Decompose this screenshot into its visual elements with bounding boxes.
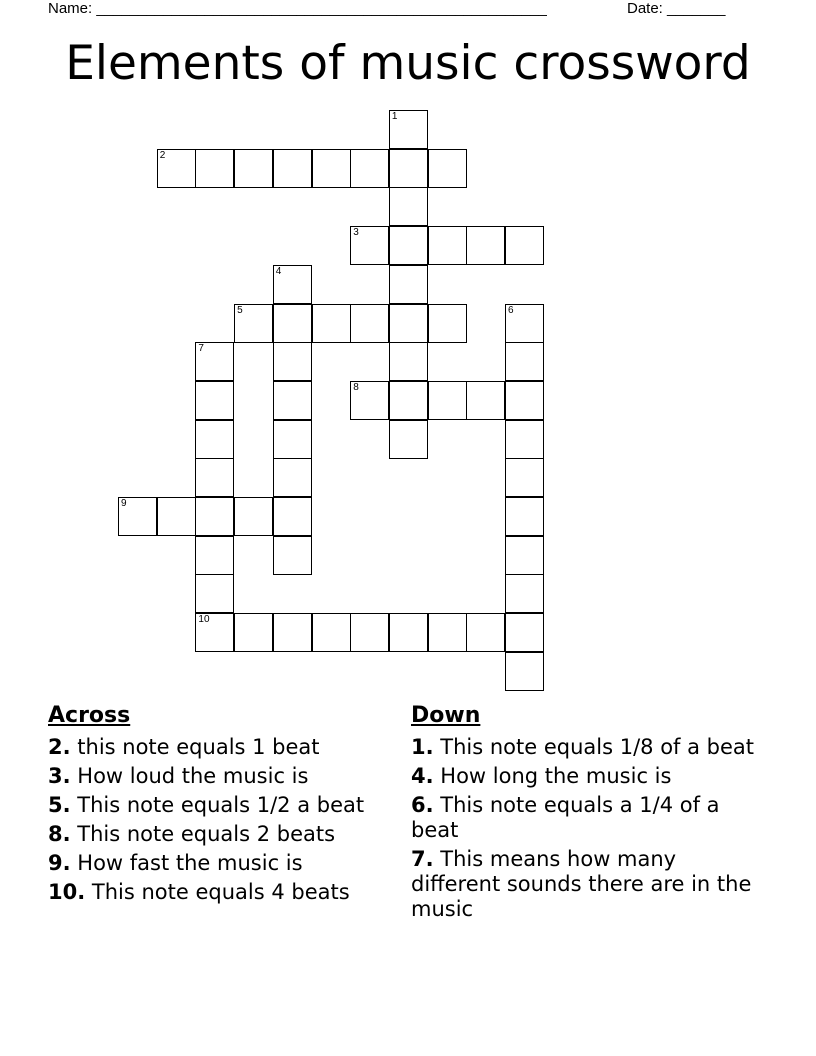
page-title: Elements of music crossword	[65, 36, 751, 91]
crossword-cell[interactable]	[466, 381, 505, 420]
date-line: Date: _______	[627, 0, 726, 17]
crossword-cell[interactable]	[505, 458, 544, 497]
clue-text: This note equals 4 beats	[91, 880, 350, 904]
crossword-cell[interactable]	[195, 420, 234, 459]
crossword-cell[interactable]	[350, 149, 389, 188]
crossword-cell[interactable]	[389, 304, 428, 343]
down-clues	[411, 702, 771, 926]
crossword-cell[interactable]	[312, 613, 351, 652]
crossword-cell[interactable]	[428, 304, 467, 343]
across-clue	[48, 851, 393, 876]
crossword-cell[interactable]	[389, 149, 428, 188]
down-clue	[411, 735, 771, 760]
clue-text: This note equals 1/8 of a beat	[440, 735, 755, 759]
clue-number-label: 10	[198, 614, 210, 626]
crossword-cell[interactable]	[505, 652, 544, 691]
across-clue	[48, 764, 393, 789]
crossword-cell[interactable]	[389, 342, 428, 381]
crossword-cell[interactable]	[312, 304, 351, 343]
crossword-cell[interactable]	[389, 420, 428, 459]
clue-number-label: 3	[353, 227, 359, 239]
crossword-cell[interactable]	[273, 342, 312, 381]
crossword-cell[interactable]	[312, 149, 351, 188]
crossword-cell[interactable]	[466, 226, 505, 265]
crossword-cell[interactable]	[428, 149, 467, 188]
crossword-cell[interactable]	[505, 497, 544, 536]
clue-number-label: 1	[391, 111, 398, 122]
crossword-cell[interactable]	[505, 536, 544, 575]
crossword-cell[interactable]	[195, 536, 234, 575]
crossword-cell[interactable]	[389, 265, 428, 304]
crossword-cell[interactable]	[389, 226, 428, 265]
crossword-cell[interactable]	[273, 149, 312, 188]
clue-text: This note equals 2 beats	[77, 822, 336, 846]
clue-number-label: 8	[353, 381, 359, 393]
across-clue	[48, 822, 393, 847]
down-clue	[411, 793, 771, 843]
crossword-cell[interactable]	[428, 381, 467, 420]
crossword-cell[interactable]	[234, 613, 273, 652]
crossword-cell[interactable]	[273, 536, 312, 575]
crossword-cell[interactable]	[505, 342, 544, 381]
clue-number: 10.	[48, 880, 86, 904]
clue-number: 7.	[411, 847, 434, 871]
crossword-cell[interactable]	[195, 342, 234, 381]
crossword-cell[interactable]	[234, 149, 273, 188]
clue-text: This note equals 1/2 a beat	[77, 793, 365, 817]
clue-text: this note equals 1 beat	[77, 735, 320, 759]
clue-number-label: 2	[159, 149, 166, 161]
crossword-cell[interactable]	[273, 304, 312, 343]
clue-number: 2.	[48, 735, 71, 759]
crossword-cell[interactable]	[273, 265, 312, 304]
crossword-cell[interactable]	[195, 497, 234, 536]
crossword-cell[interactable]	[157, 149, 196, 188]
clue-number-label: 6	[508, 304, 514, 316]
crossword-cell[interactable]	[389, 613, 428, 652]
crossword-cell[interactable]	[118, 497, 157, 536]
down-clue	[411, 847, 771, 922]
across-heading: Across	[48, 703, 131, 728]
crossword-cell[interactable]	[195, 149, 234, 188]
crossword-cell[interactable]	[273, 613, 312, 652]
crossword-cell[interactable]	[350, 304, 389, 343]
crossword-cell[interactable]	[234, 497, 273, 536]
clue-number: 9.	[48, 851, 71, 875]
clue-number: 8.	[48, 822, 71, 846]
crossword-cell[interactable]	[389, 381, 428, 420]
crossword-cell[interactable]	[350, 226, 389, 265]
crossword-cell[interactable]	[234, 304, 273, 343]
crossword-cell[interactable]	[466, 613, 505, 652]
clue-text: How fast the music is	[77, 851, 303, 875]
clue-number-label: 4	[275, 265, 282, 277]
clue-number: 5.	[48, 793, 71, 817]
crossword-cell[interactable]	[505, 381, 544, 420]
crossword-cell[interactable]	[195, 381, 234, 420]
crossword-cell[interactable]	[273, 458, 312, 497]
across-clue	[48, 735, 393, 760]
crossword-cell[interactable]	[350, 381, 389, 420]
clue-number-label: 7	[198, 343, 204, 355]
crossword-cell[interactable]	[195, 458, 234, 497]
crossword-cell[interactable]	[428, 613, 467, 652]
clue-text: How loud the music is	[77, 764, 309, 788]
crossword-cell[interactable]	[273, 420, 312, 459]
clue-number: 3.	[48, 764, 71, 788]
name-line: Name: ______________________________________________________	[48, 0, 547, 17]
clue-text: This means how many different sounds there are in the music	[411, 847, 752, 921]
crossword-cell[interactable]	[195, 613, 234, 652]
crossword-cell[interactable]	[157, 497, 196, 536]
clue-number: 4.	[411, 764, 434, 788]
crossword-cell[interactable]	[273, 497, 312, 536]
crossword-cell[interactable]	[505, 226, 544, 265]
crossword-cell[interactable]	[389, 187, 428, 226]
crossword-cell[interactable]	[505, 420, 544, 459]
clue-text: This note equals a 1/4 of a beat	[411, 793, 720, 842]
clue-number-label: 5	[237, 304, 243, 316]
crossword-cell[interactable]	[350, 613, 389, 652]
crossword-cell[interactable]	[505, 574, 544, 613]
crossword-cell[interactable]	[273, 381, 312, 420]
crossword-cell[interactable]	[505, 304, 544, 343]
crossword-cell[interactable]	[428, 226, 467, 265]
across-clues	[48, 702, 393, 909]
across-clue	[48, 793, 393, 818]
crossword-cell[interactable]	[195, 574, 234, 613]
across-clue	[48, 880, 393, 905]
crossword-cell[interactable]	[505, 613, 544, 652]
crossword-cell[interactable]	[389, 110, 428, 149]
down-clue	[411, 764, 771, 789]
down-heading: Down	[411, 703, 481, 728]
clue-text: How long the music is	[440, 764, 672, 788]
clue-number: 6.	[411, 793, 434, 817]
clue-number: 1.	[411, 735, 434, 759]
clue-number-label: 9	[121, 498, 127, 509]
